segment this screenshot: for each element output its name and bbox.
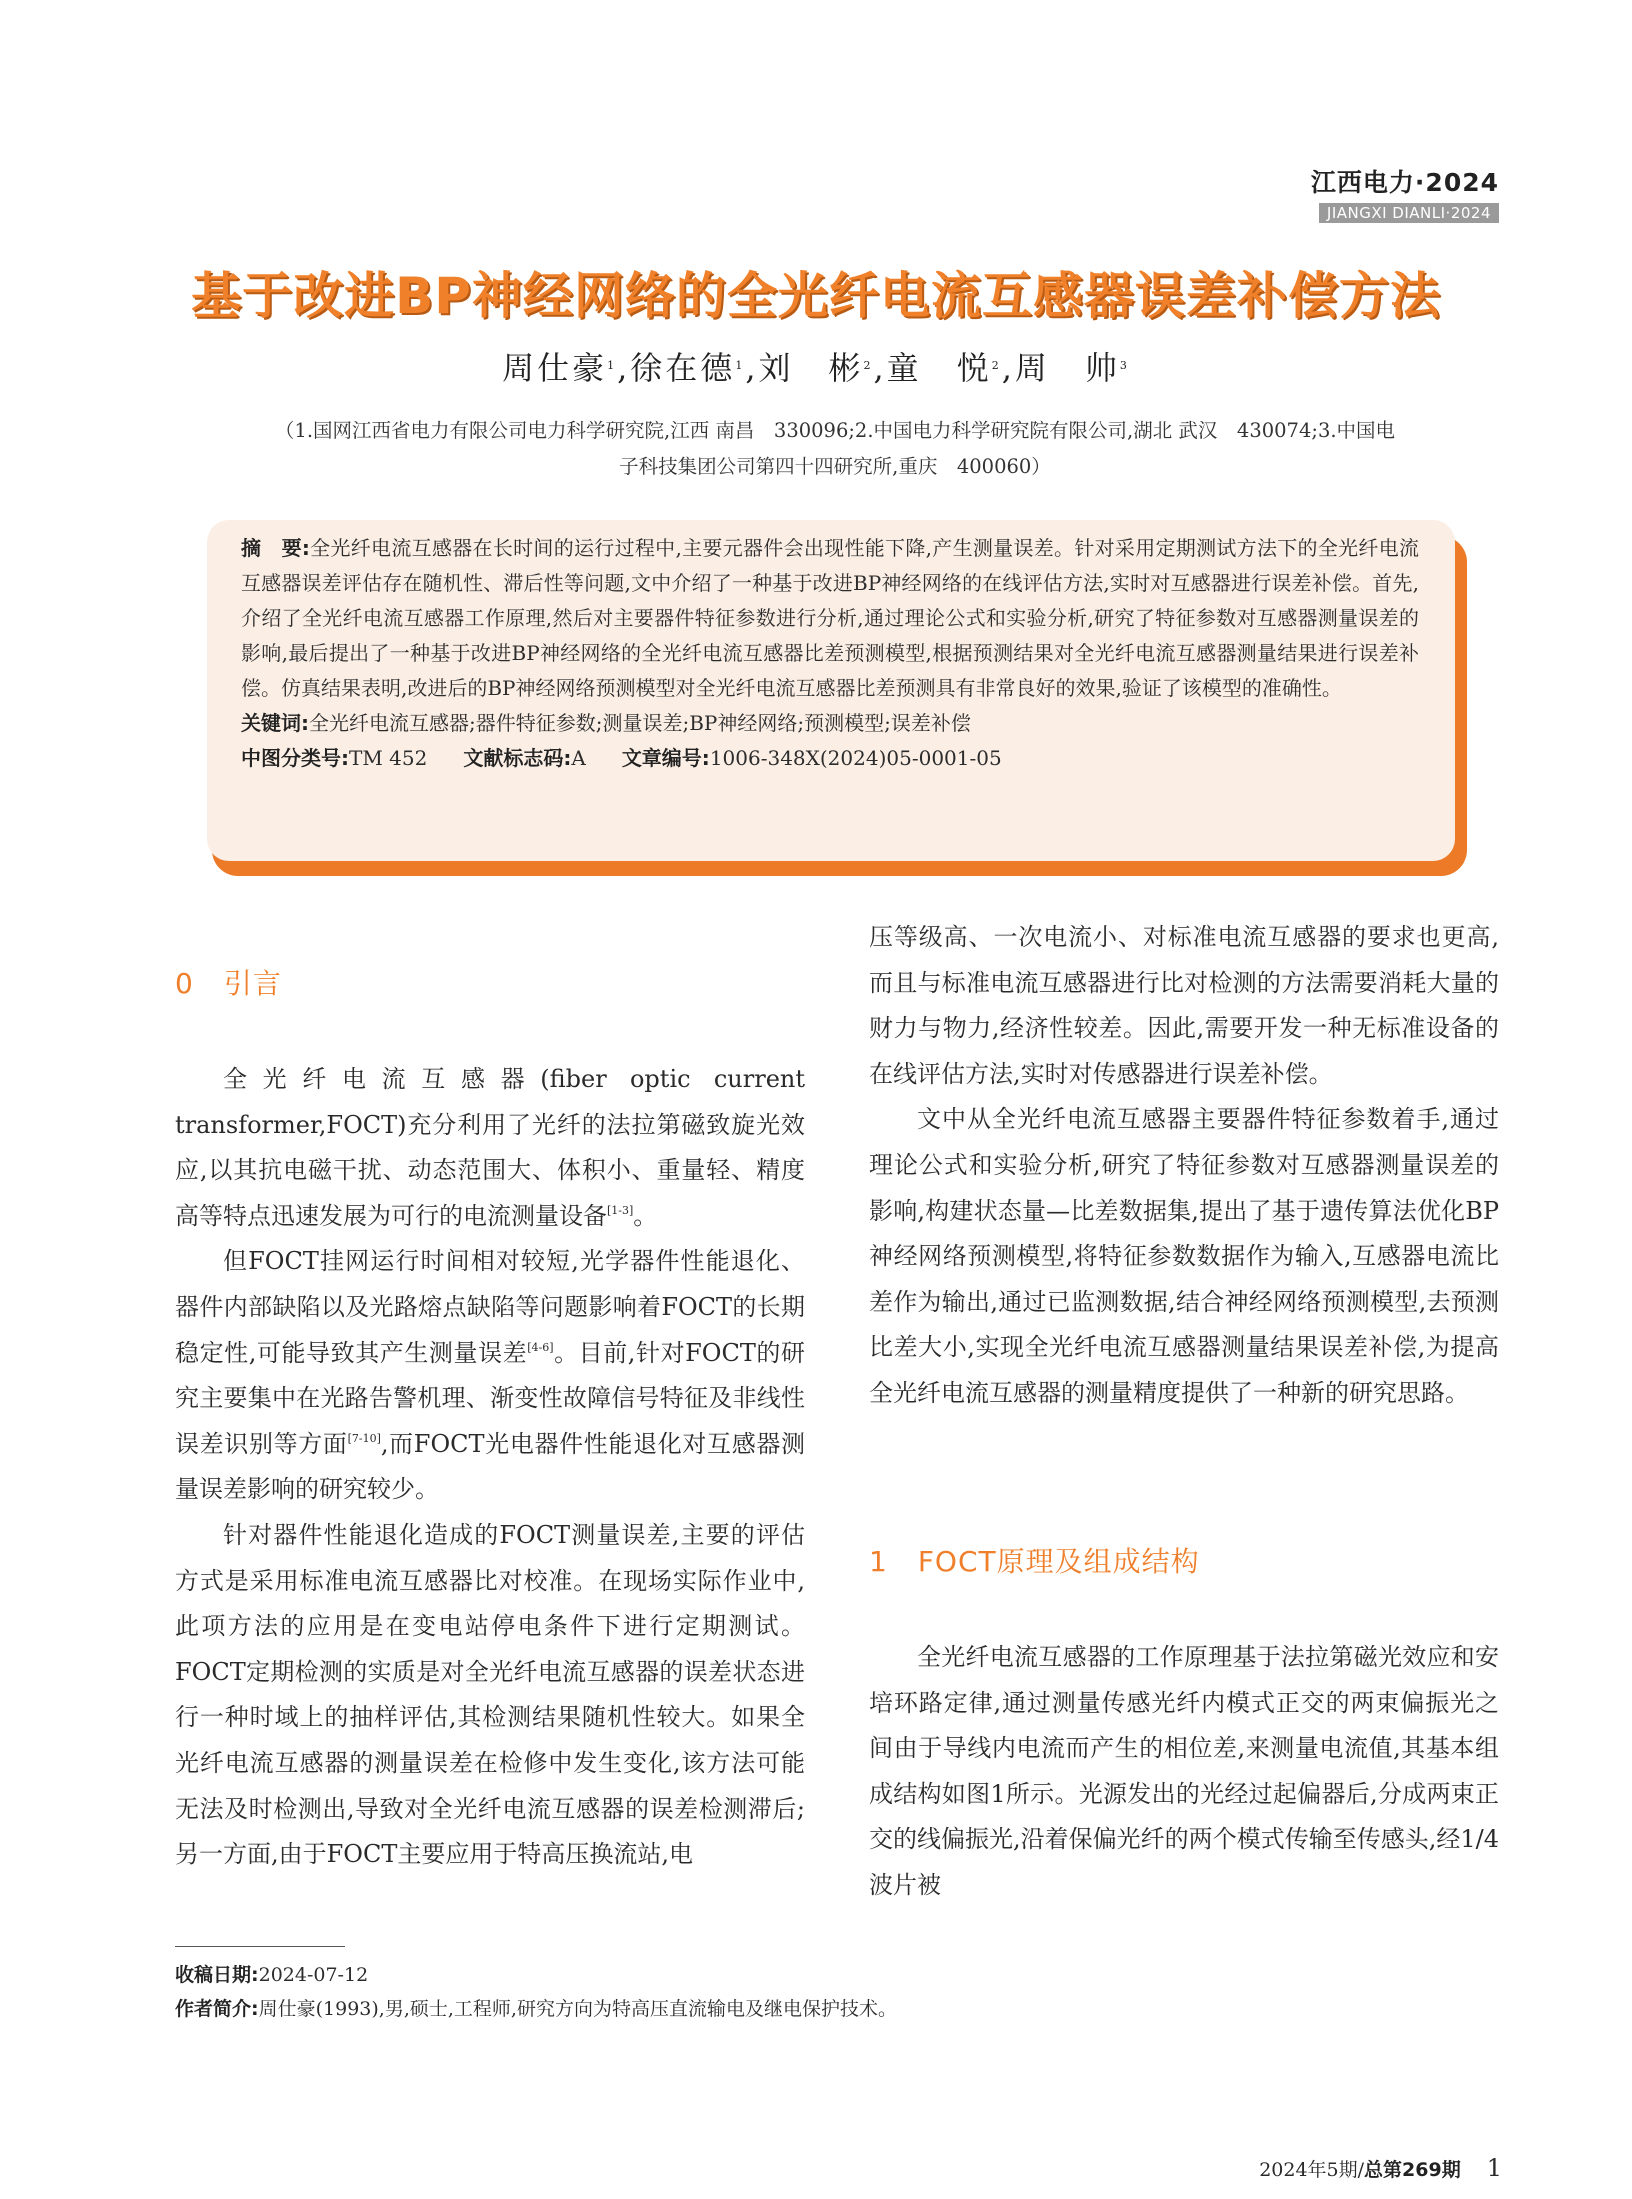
article-number-label: 文章编号:: [621, 746, 710, 770]
clc-value: TM 452: [349, 746, 428, 770]
body-paragraph: [175, 1239, 805, 1513]
paper-title: 基于改进BP神经网络的全光纤电流互感器误差补偿方法: [191, 267, 1441, 325]
body-paragraph: 文中从全光纤电流互感器主要器件特征参数着手,通过理论公式和实验分析,研究了特征参数对互感器测量误差的影响,构建状态量—比差数据集,提出了基于遗传算法优化BP神经网络预测模型,将特征参数数据作为输入,互感器电流比差作为输出,通过已监测数据,结合神经网络预测模型,去预测比差大小,实现全光纤电流互感器测量结果误差补偿,为提高全光纤电流互感器的测量精度提供了一种新的研究思路。: [869, 1105, 1499, 1407]
journal-header: [1259, 163, 1499, 223]
abstract-label: 摘 要:: [241, 536, 310, 560]
affiliations: [170, 413, 1500, 485]
paragraph-text: 。: [633, 1201, 658, 1230]
body-paragraph-continued: 压等级高、一次电流小、对标准电流互感器的要求也更高,而且与标准电流互感器进行比对检测的方法需要消耗大量的财力与物力,经济性较差。因此,需要开发一种无标准设备的在线评估方法,实时对传感器进行误差补偿。: [869, 923, 1499, 1088]
page-footer: [1259, 2154, 1502, 2182]
author-separator: ,: [617, 349, 631, 387]
left-column: [175, 1057, 805, 1878]
author-affil-mark: 3: [1119, 359, 1130, 372]
abstract: [241, 531, 1419, 706]
abstract-text: 全光纤电流互感器在长时间的运行过程中,主要元器件会出现性能下降,产生测量误差。针对采用定期测试方法下的全光纤电流互感器误差评估存在随机性、滞后性等问题,文中介绍了一种基于改进BP神经网络的在线评估方法,实时对互感器进行误差补偿。首先,介绍了全光纤电流互感器工作原理,然后对主要器件特征参数进行分析,通过理论公式和实验分析,研究了特征参数对互感器测量误差的影响,最后提出了一种基于改进BP神经网络的全光纤电流互感器比差预测模型,根据预测结果对全光纤电流互感器测量结果进行误差补偿。仿真结果表明,改进后的BP神经网络预测模型对全光纤电流互感器比差预测具有非常良好的效果,验证了该模型的准确性。: [241, 536, 1420, 700]
classification-line: [241, 741, 1419, 776]
author-affil-mark: 2: [991, 359, 1002, 372]
section-title: 引言: [223, 967, 282, 1000]
author-affil-mark: 1: [735, 359, 746, 372]
author-list: [150, 343, 1482, 389]
citation: [4-6]: [527, 1340, 554, 1354]
paragraph-text: 。目前,针对FOCT的研究主要集中在光路告警机理、渐变性故障信号特征及非线性误差识别等方面: [175, 1338, 805, 1458]
issue-info: 2024年5期/: [1259, 2159, 1365, 2181]
keywords-text: 全光纤电流互感器;器件特征参数;测量误差;BP神经网络;预测模型;误差补偿: [309, 711, 971, 735]
section-number: 0: [175, 967, 194, 1000]
paragraph-text: ,而FOCT光电器件性能退化对互感器测量误差影响的研究较少。: [175, 1429, 806, 1504]
author-name: 周仕豪: [502, 349, 608, 387]
section-heading-principle: [869, 1540, 1200, 1580]
author-bio-label: 作者简介:: [175, 1998, 259, 2020]
citation: [7-10]: [347, 1431, 381, 1445]
author-name: 徐在德: [630, 349, 736, 387]
paragraph-text: 但FOCT挂网运行时间相对较短,光学器件性能退化、器件内部缺陷以及光路熔点缺陷等问题影响着FOCT的长期稳定性,可能导致其产生测量误差: [175, 1247, 805, 1367]
author-affil-mark: 1: [607, 359, 618, 372]
article-number-value: 1006-348X(2024)05-0001-05: [709, 746, 1002, 770]
author-separator: ,: [745, 349, 759, 387]
total-issue: 总第269期: [1364, 2159, 1461, 2181]
paragraph-text: 全光纤电流互感器(fiber optic current transformer,FOCT)充分利用了光纤的法拉第磁致旋光效应,以其抗电磁干扰、动态范围大、体积小、重量轻、精度高等特点迅速发展为可行的电流测量设备: [175, 1065, 805, 1230]
section-heading-intro: [175, 962, 282, 1002]
author-separator: ,: [1001, 349, 1015, 387]
doc-code-value: A: [571, 746, 586, 770]
right-column-bottom: [869, 1635, 1499, 1909]
clc-label: 中图分类号:: [241, 746, 349, 770]
affiliation-line: 子科技集团公司第四十四研究所,重庆 400060）: [619, 455, 1051, 478]
author-name: 刘 彬: [758, 349, 864, 387]
citation: [1-3]: [607, 1203, 634, 1217]
abstract-box: [207, 520, 1455, 861]
affiliation-line: （1.国网江西省电力有限公司电力科学研究院,江西 南昌 330096;2.中国电力科学研究院有限公司,湖北 武汉 430074;3.中国电: [274, 419, 1396, 442]
body-paragraph: 针对器件性能退化造成的FOCT测量误差,主要的评估方式是采用标准电流互感器比对校准。在现场实际作业中,此项方法的应用是在变电站停电条件下进行定期测试。FOCT定期检测的实质是对全光纤电流互感器的误差状态进行一种时域上的抽样评估,其检测结果随机性较大。如果全光纤电流互感器的测量误差在检修中发生变化,该方法可能无法及时检测出,导致对全光纤电流互感器的误差检测滞后;另一方面,由于FOCT主要应用于特高压换流站,电: [175, 1520, 805, 1869]
keywords: [241, 706, 1419, 741]
doc-code-label: 文献标志码:: [463, 746, 572, 770]
section-title: FOCT原理及组成结构: [917, 1545, 1200, 1578]
received-label: 收稿日期:: [175, 1964, 259, 1986]
author-name: 童 悦: [886, 349, 992, 387]
author-bio-note: [175, 1994, 897, 2024]
page-number: 1: [1486, 2154, 1502, 2182]
received-date-note: [175, 1960, 368, 1990]
keywords-label: 关键词:: [241, 711, 309, 735]
author-name: 周 帅: [1014, 349, 1120, 387]
journal-subtitle: JIANGXI DIANLI·2024: [1319, 203, 1499, 223]
journal-name: 江西电力·2024: [1310, 168, 1499, 197]
author-separator: ,: [873, 349, 887, 387]
author-affil-mark: 2: [863, 359, 874, 372]
right-column-top: [869, 915, 1499, 1417]
received-date: 2024-07-12: [258, 1964, 369, 1986]
body-paragraph: [175, 1057, 805, 1239]
footnote-rule: [175, 1946, 345, 1947]
section-number: 1: [869, 1545, 888, 1578]
body-paragraph: 全光纤电流互感器的工作原理基于法拉第磁光效应和安培环路定律,通过测量传感光纤内模式正交的两束偏振光之间由于导线内电流而产生的相位差,来测量电流值,其基本组成结构如图1所示。光源发出的光经过起偏器后,分成两束正交的线偏振光,沿着保偏光纤的两个模式传输至传感头,经1/4波片被: [869, 1643, 1499, 1899]
author-bio: 周仕豪(1993),男,硕士,工程师,研究方向为特高压直流输电及继电保护技术。: [258, 1998, 897, 2020]
